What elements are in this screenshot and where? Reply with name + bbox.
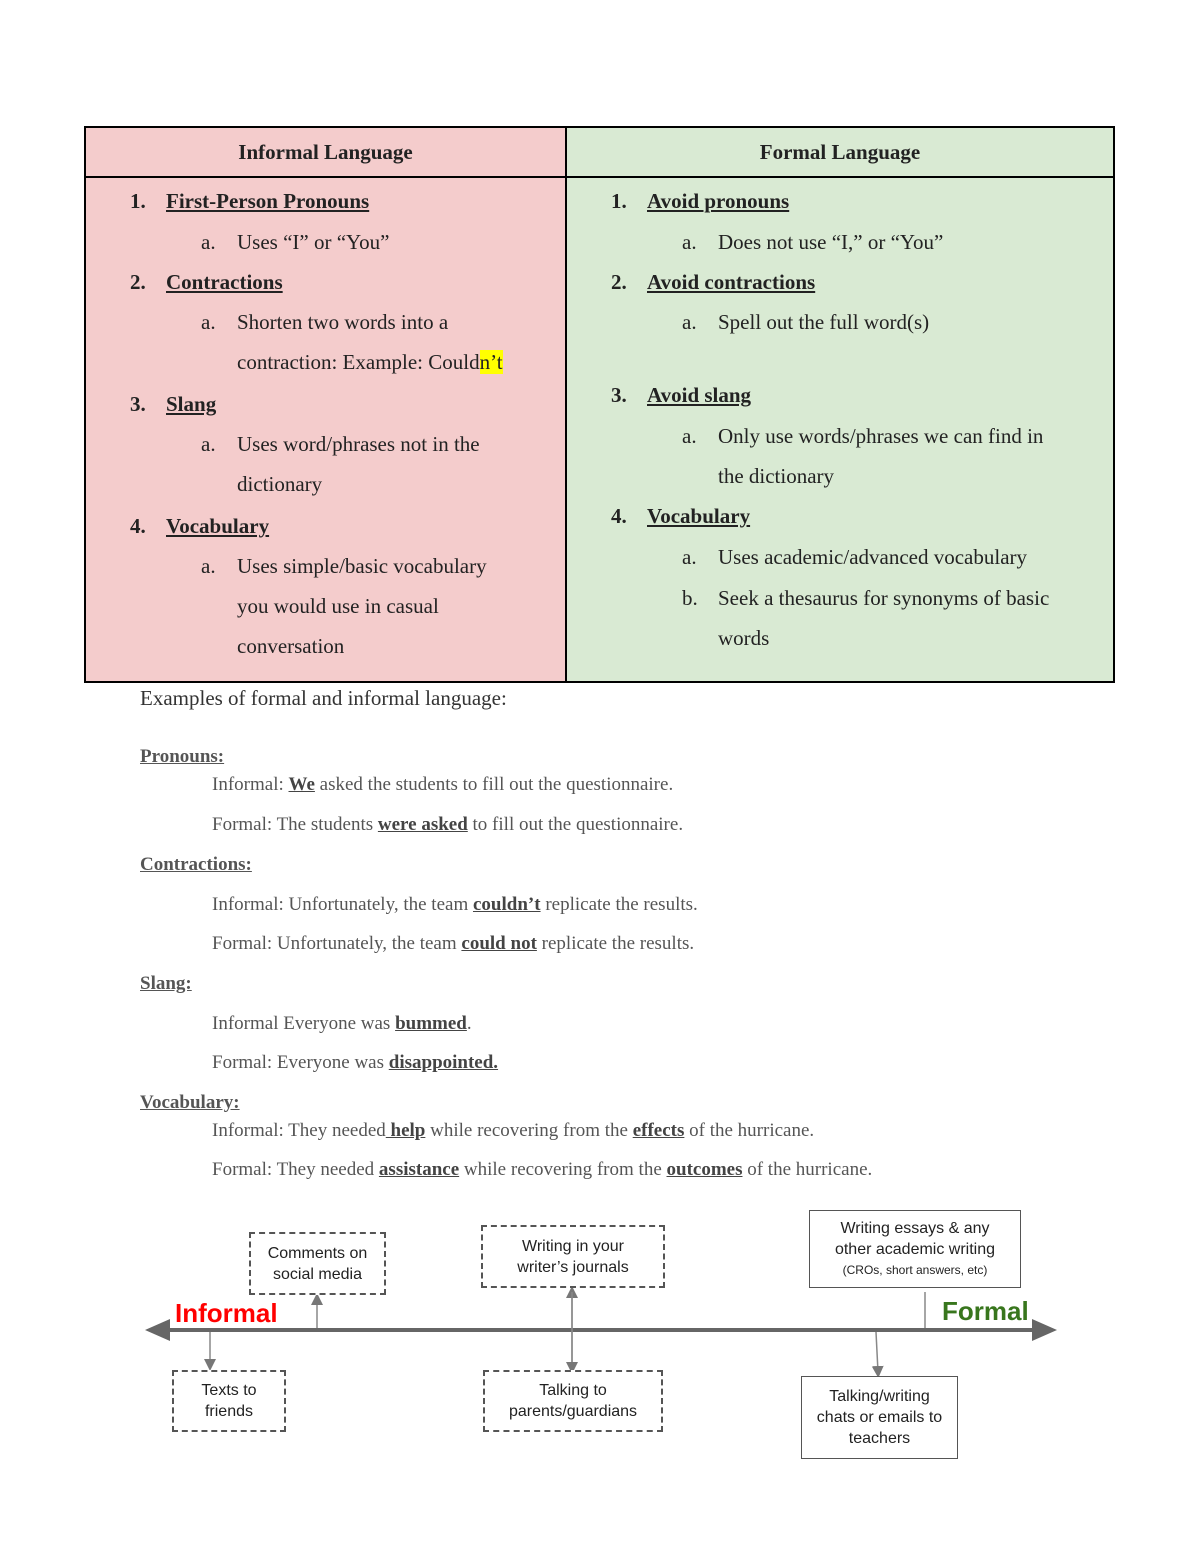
formality-spectrum [0, 1195, 1200, 1495]
informal-sub-vocabulary: a. Uses simple/basic vocabulary you would use in casual conversation [201, 554, 487, 658]
box-academic-writing: Writing essays & any other academic writing (CROs, short answers, etc) [809, 1210, 1021, 1288]
formal-sub-vocabulary-b: b. Seek a thesaurus for synonyms of basic words [682, 586, 1050, 650]
pronouns-formal-example: Formal: The students were asked to fill out the questionnaire. [212, 814, 684, 835]
box-parents-guardians: Talking to parents/guardians [483, 1370, 663, 1432]
informal-item-contractions: 2. Contractions [130, 270, 283, 294]
informal-sub-slang: a. Uses word/phrases not in the dictionary [201, 432, 480, 496]
contractions-heading: Contractions: [140, 854, 252, 875]
axis-right-arrowhead [1032, 1319, 1057, 1341]
connector-teachers [876, 1332, 878, 1372]
vocabulary-heading: Vocabulary: [140, 1092, 240, 1113]
vocabulary-informal-example: Informal: They needed help while recovering from the effects of the hurricane. [212, 1120, 815, 1141]
formal-sub-slang: a. Only use words/phrases we can find in the dictionary [682, 424, 1044, 488]
vocabulary-formal-example: Formal: They needed assistance while recovering from the outcomes of the hurricane. [212, 1159, 873, 1180]
axis-left-arrowhead [145, 1319, 170, 1341]
informal-header: Informal Language [86, 128, 565, 178]
formal-sub-pronouns: a. Does not use “I,” or “You” [682, 230, 944, 254]
informal-item-pronouns: 1. First-Person Pronouns [130, 189, 370, 213]
informal-column [86, 128, 567, 681]
slang-heading: Slang: [140, 973, 192, 994]
formal-item-pronouns: 1. Avoid pronouns [611, 189, 790, 213]
formal-sub-vocabulary-a: a. Uses academic/advanced vocabulary [682, 545, 1028, 569]
box-comments-social-media: Comments on social media [249, 1232, 386, 1295]
box-texts-to-friends: Texts to friends [172, 1370, 286, 1432]
informal-item-slang: 3. Slang [130, 392, 217, 416]
highlighted-contraction: n’t [479, 350, 503, 374]
comparison-table [84, 126, 1115, 683]
informal-sub-contractions: a. Shorten two words into a contraction: Example: Couldn’t [201, 310, 503, 374]
informal-item-vocabulary: 4. Vocabulary [130, 514, 270, 538]
slang-formal-example: Formal: Everyone was disappointed. [212, 1052, 499, 1073]
pronouns-informal-example: Informal: We asked the students to fill out the questionnaire. [212, 774, 674, 795]
formal-item-slang: 3. Avoid slang [611, 383, 752, 407]
slang-informal-example: Informal Everyone was bummed. [212, 1013, 472, 1034]
contractions-informal-example: Informal: Unfortunately, the team couldn’t replicate the results. [212, 894, 698, 915]
box-writers-journals: Writing in your writer’s journals [481, 1225, 665, 1288]
formal-end-label: Formal [942, 1296, 1029, 1326]
formal-column [567, 128, 1113, 681]
formal-sub-contractions: a. Spell out the full word(s) [682, 310, 930, 334]
examples-title: Examples of formal and informal language: [140, 686, 507, 710]
formal-item-vocabulary: 4. Vocabulary [611, 504, 751, 528]
formal-item-contractions: 2. Avoid contractions [611, 270, 816, 294]
informal-sub-pronouns: a. Uses “I” or “You” [201, 230, 390, 254]
informal-end-label: Informal [175, 1298, 278, 1328]
box-teachers: Talking/writing chats or emails to teachers [801, 1376, 958, 1459]
formal-header: Formal Language [567, 128, 1113, 178]
contractions-formal-example: Formal: Unfortunately, the team could not replicate the results. [212, 933, 695, 954]
pronouns-heading: Pronouns: [140, 746, 225, 767]
